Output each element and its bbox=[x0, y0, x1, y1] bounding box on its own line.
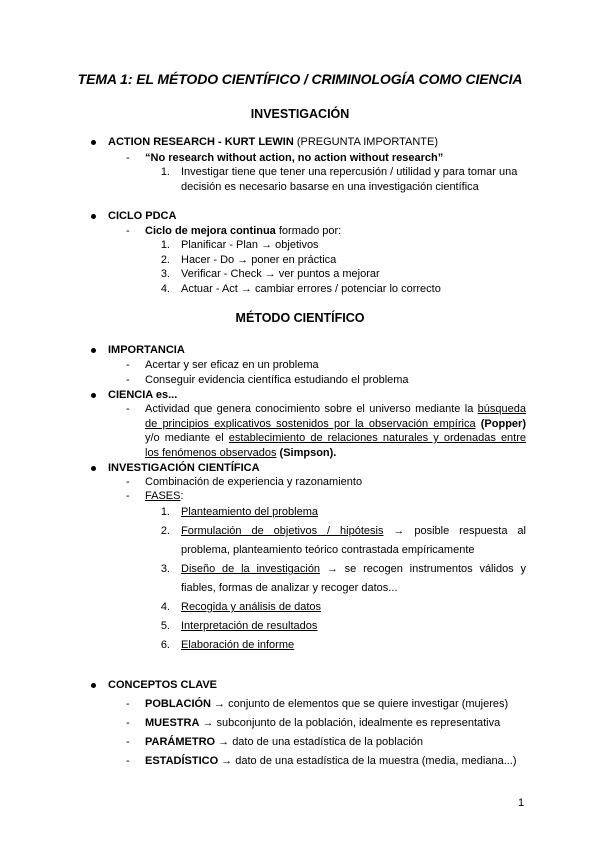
fase-desc: → posible respuesta al bbox=[383, 525, 526, 537]
ciclo-list-item: Hacer - Do → poner en práctica bbox=[181, 254, 337, 266]
document-title: TEMA 1: EL MÉTODO CIENTÍFICO / CRIMINOLOGÍA COMO CIENCIA bbox=[77, 71, 523, 87]
bullet-icon bbox=[91, 214, 96, 219]
bullet-icon bbox=[91, 683, 96, 688]
ciencia-text: Actividad que genera conocimiento sobre el universo mediante la bbox=[145, 403, 478, 415]
ciencia-line bbox=[145, 431, 526, 446]
section-heading-metodo: MÉTODO CIENTÍFICO bbox=[235, 311, 365, 325]
fase-item: Recogida y análisis de datos bbox=[181, 601, 322, 613]
concepto-def: → dato de una estadística de la población bbox=[215, 736, 423, 748]
ciclo-heading: CICLO PDCA bbox=[108, 210, 177, 222]
bullet-icon bbox=[91, 466, 96, 471]
ciencia-line bbox=[145, 446, 336, 461]
importancia-item: Conseguir evidencia científica estudiando el problema bbox=[145, 374, 409, 386]
ciclo-sub-bold: Ciclo de mejora continua bbox=[145, 225, 276, 237]
list-number: 1. bbox=[160, 239, 170, 251]
fase-item: Elaboración de informe bbox=[181, 639, 295, 651]
dash-icon: - bbox=[126, 490, 130, 502]
ciencia-line bbox=[145, 417, 526, 432]
list-number: 6. bbox=[160, 639, 170, 651]
action-research-quote: “No research without action, no action without research” bbox=[145, 152, 444, 164]
list-number: 4. bbox=[160, 283, 170, 295]
concepto-item bbox=[145, 735, 423, 750]
fase-item: Interpretación de resultados bbox=[181, 620, 318, 632]
fases-colon: : bbox=[180, 490, 184, 502]
concepto-def: → subconjunto de la población, idealmente es representativa bbox=[199, 717, 501, 729]
action-research-item-line: Investigar tiene que tener una repercusión / utilidad y para tomar una bbox=[181, 166, 518, 178]
ciclo-list-item: Planificar - Plan → objetivos bbox=[181, 239, 319, 251]
bullet-icon bbox=[91, 393, 96, 398]
dash-icon: - bbox=[126, 717, 130, 729]
concepto-term: PARÁMETRO bbox=[145, 736, 216, 748]
list-number: 2. bbox=[160, 254, 170, 266]
ciencia-text: y/o mediante el bbox=[145, 432, 229, 444]
ciclo-sub-rest: formado por: bbox=[275, 225, 342, 237]
dash-icon: - bbox=[126, 476, 130, 488]
ciencia-author: (Popper) bbox=[475, 418, 526, 430]
concepto-term: POBLACIÓN bbox=[145, 698, 211, 710]
fase-item: Planteamiento del problema bbox=[181, 506, 318, 518]
page-number: 1 bbox=[518, 797, 525, 809]
investigacion-cientifica-heading: INVESTIGACIÓN CIENTÍFICA bbox=[108, 462, 260, 474]
fase-item bbox=[181, 524, 526, 539]
dash-icon: - bbox=[126, 403, 130, 415]
importancia-heading: IMPORTANCIA bbox=[108, 344, 185, 356]
fase-desc: → se recogen instrumentos válidos y bbox=[320, 563, 526, 575]
action-research-title: ACTION RESEARCH - KURT LEWIN bbox=[108, 136, 294, 148]
ciclo-subheading bbox=[145, 224, 341, 239]
dash-icon: - bbox=[126, 374, 130, 386]
dash-icon: - bbox=[126, 698, 130, 710]
concepto-item bbox=[145, 754, 517, 769]
concepto-term: MUESTRA bbox=[145, 717, 200, 729]
ciencia-line bbox=[145, 402, 526, 417]
ciencia-underlined: búsqueda bbox=[477, 403, 526, 415]
fase-desc-line: fiables, formas de analizar y recoger datos... bbox=[181, 582, 398, 594]
dash-icon: - bbox=[126, 152, 130, 164]
ciencia-heading: CIENCIA es... bbox=[108, 389, 178, 401]
action-research-item-line: decisión es necesario basarse en una investigación científica bbox=[181, 181, 479, 193]
list-number: 2. bbox=[160, 525, 170, 537]
dash-icon: - bbox=[126, 359, 130, 371]
fases-text: FASES bbox=[145, 490, 181, 502]
ciclo-list-item: Actuar - Act → cambiar errores / potenciar lo correcto bbox=[181, 283, 441, 295]
ciencia-underlined: establecimiento de relaciones naturales y ordenadas entre bbox=[228, 432, 527, 444]
bullet-icon bbox=[91, 140, 96, 145]
importancia-item: Acertar y ser eficaz en un problema bbox=[145, 359, 319, 371]
list-number: 1. bbox=[160, 506, 170, 518]
fase-title: Formulación de objetivos / hipótesis bbox=[181, 525, 384, 537]
concepto-term: ESTADÍSTICO bbox=[145, 755, 219, 767]
list-number: 5. bbox=[160, 620, 170, 632]
dash-icon: - bbox=[126, 755, 130, 767]
list-number: 4. bbox=[160, 601, 170, 613]
list-number: 3. bbox=[160, 268, 170, 280]
fase-title: Diseño de la investigación bbox=[181, 563, 321, 575]
concepto-item bbox=[145, 716, 500, 731]
list-number: 1. bbox=[160, 166, 170, 178]
investigacion-item: Combinación de experiencia y razonamiento bbox=[145, 476, 363, 488]
bullet-icon bbox=[91, 348, 96, 353]
list-number: 3. bbox=[160, 563, 170, 575]
concepto-def: → conjunto de elementos que se quiere investigar (mujeres) bbox=[211, 698, 509, 710]
fase-item bbox=[181, 562, 526, 577]
dash-icon: - bbox=[126, 736, 130, 748]
section-heading-investigacion: INVESTIGACIÓN bbox=[250, 107, 350, 121]
fase-desc-line: problema, planteamiento teórico contrastada empíricamente bbox=[181, 544, 475, 556]
action-research-heading bbox=[108, 135, 438, 150]
ciencia-author: (Simpson). bbox=[276, 447, 337, 459]
ciencia-underlined: de principios explicativos sostenidos por la observación empírica bbox=[145, 418, 476, 430]
concepto-item bbox=[145, 697, 508, 712]
ciclo-list-item: Verificar - Check → ver puntos a mejorar bbox=[181, 268, 380, 280]
conceptos-heading: CONCEPTOS CLAVE bbox=[108, 679, 217, 691]
fases-label bbox=[145, 489, 184, 504]
action-research-note: (PREGUNTA IMPORTANTE) bbox=[293, 136, 439, 148]
ciencia-underlined: los fenómenos observados bbox=[145, 447, 277, 459]
dash-icon: - bbox=[126, 225, 130, 237]
concepto-def: → dato de una estadística de la muestra (media, mediana...) bbox=[218, 755, 517, 767]
